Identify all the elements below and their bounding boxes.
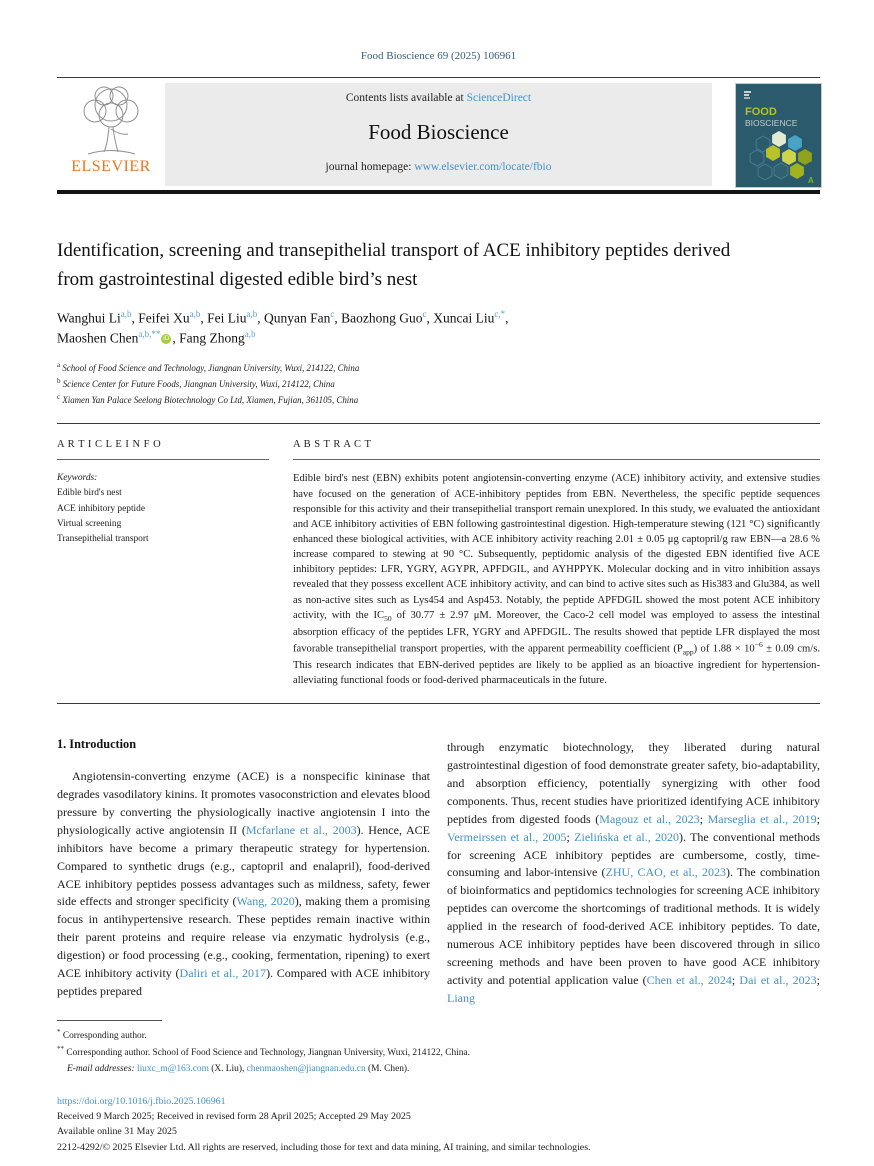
affiliation-text: Science Center for Future Foods, Jiangnan University, Wuxi, 214122, China: [60, 378, 335, 389]
author-separator: ,: [334, 310, 342, 326]
email-addresses-line: [67, 1062, 820, 1077]
citation-link[interactable]: Vermeirssen et al., 2005: [447, 829, 567, 844]
section-heading-introduction: 1. Introduction: [57, 737, 137, 752]
author-separator: ,: [172, 330, 180, 346]
affiliation-text: Xiamen Yan Palace Seelong Biotechnology Co Ltd, Xiamen, Fujian, 361105, China: [60, 394, 359, 405]
affiliation-c: [57, 392, 820, 408]
author-separator: ,: [426, 310, 434, 326]
abstract-subscript: app: [682, 647, 694, 657]
cover-title-food: FOOD: [745, 106, 777, 118]
citation-link[interactable]: Chen et al., 2024: [646, 972, 732, 987]
footnote-marker: *: [57, 1028, 61, 1037]
article-meta-block: [57, 1094, 820, 1155]
abstract-bottom-divider: [57, 703, 820, 704]
citation-link[interactable]: ZHU, CAO, et al., 2023: [605, 865, 726, 880]
article-info-heading: A R T I C L E I N F O: [57, 439, 162, 451]
affiliation-list: [57, 360, 820, 407]
author-affil-sup: a,b: [189, 309, 201, 319]
elsevier-wordmark: ELSEVIER: [71, 158, 151, 175]
author-name: Fei Liu: [207, 310, 247, 326]
author-name: Fang Zhong: [179, 330, 245, 346]
affiliation-a: [57, 360, 820, 376]
citation-link[interactable]: Mcfarlane et al., 2003: [245, 822, 357, 837]
citation-link[interactable]: Marseglia et al., 2019: [707, 811, 817, 826]
affiliation-sup: a: [57, 361, 61, 370]
abstract-segment: ) of 1.88 × 10: [693, 643, 755, 655]
journal-cover-thumbnail[interactable]: [735, 83, 820, 186]
text-segment: ). Hence, ACE inhibitors have become a primary therapeutic strategy for hypertension. Compared to synthetic drugs (e.g., captopril and enalapril), food-derived ACE inhibitory peptides possess advantages such as mildness, safety, fewer side effects and stronger specificity (: [57, 822, 431, 909]
text-segment: ). The conventional methods for screening ACE inhibitory peptides are cumbersome, costly, time-consuming and labor-intensive (: [447, 829, 820, 880]
doi-link[interactable]: https://doi.org/10.1016/j.fbio.2025.106961: [57, 1095, 226, 1107]
citation-link[interactable]: Wang, 2020: [236, 894, 295, 909]
author-affil-sup: c: [330, 309, 335, 319]
journal-banner: [57, 83, 820, 186]
text-segment: ;: [731, 972, 740, 987]
citation-link[interactable]: Magouz et al., 2023: [599, 811, 700, 826]
author-separator: ,: [131, 310, 139, 326]
keywords-label: Keywords:: [57, 473, 98, 484]
author-affil-sup: a,b: [244, 329, 256, 340]
footnote-corresponding-2: [57, 1044, 820, 1061]
author-affil-sup: c: [422, 309, 427, 319]
journal-header-box: [165, 83, 712, 186]
author-name: Feifei Xu: [138, 310, 190, 326]
email-link-liu[interactable]: liuxc_m@163.com: [136, 1063, 209, 1074]
keyword-item: Edible bird's nest: [57, 488, 122, 499]
author-name: Wanghui Li: [57, 310, 121, 326]
intro-paragraph-left: [57, 768, 430, 1000]
elsevier-tree-icon: [71, 83, 151, 157]
keyword-item: Virtual screening: [57, 518, 122, 529]
author-list: [57, 308, 820, 348]
author-name: Maoshen Chen: [57, 330, 139, 346]
abstract-segment: Edible bird's nest (EBN) exhibits potent angiotensin-converting enzyme (ACE) inhibitory activity, and extensive studies have focused on the generation of ACE-inhibitory peptides from EBN. Nevertheless, the specific peptide sequences responsible for this activity and their transepithelial transport remain unexplored. In this study, we evaluated the antioxidant and ACE inhibitory activities of EBN following gastrointestinal digestion. High-temperature stewing (121 °C) significantly enhanced these biological activities, with ACE inhibitory activity reaching 2.01 ± 0.05 μg captopril/g raw EBN—a 28.6 % increase compared to stewing at 90 °C. Subsequently, peptidomic analysis of the digested EBN identified five ACE inhibitory peptides: LFR, YGRY, AGYPR, APFDGIL, and AYHPPYK. Molecular docking and in vitro inhibition assays revealed that they possess excellent ACE inhibitory activity, and can bind to active sites such as His383 and Glu384, as well as non-active sites such as Lys454 and Asp453. Notably, the peptide APFDGIL showed the most potent ACE inhibitory activity, with the IC: [293, 473, 820, 621]
email-suffix: (X. Liu),: [208, 1063, 247, 1074]
email-suffix: (M. Chen).: [365, 1063, 410, 1074]
text-segment: ), making them a promising focus in antihypertensive research. These peptides remain inactive within their parent proteins and require release via enzymatic hydrolysis (e.g., digestion) or food processing (e.g., cooking, fermentation, ripening) to exert ACE inhibitory activity (: [57, 894, 430, 980]
author-affil-sup: a,b: [246, 309, 258, 319]
journal-citation-header: Food Bioscience 69 (2025) 106961: [360, 50, 517, 62]
text-segment: ). Compared with ACE inhibitory peptides prepared: [57, 965, 430, 998]
citation-link[interactable]: Zielińska et al., 2020: [574, 829, 680, 844]
text-segment: ;: [816, 811, 820, 826]
abstract-heading: A B S T R A C T: [293, 439, 372, 451]
footnote-text: Corresponding author. School of Food Science and Technology, Jiangnan University, Wuxi, 214122, China.: [64, 1048, 470, 1059]
sciencedirect-link[interactable]: ScienceDirect: [466, 92, 532, 104]
abstract-superscript: −6: [754, 639, 763, 649]
citation-link[interactable]: Dai et al., 2023: [739, 972, 817, 987]
text-segment: ;: [699, 811, 708, 826]
footnote-corresponding-1: [57, 1027, 820, 1044]
paper-title: Identification, screening and transepithelial transport of ACE inhibitory peptides derived from gastrointestinal digested edible bird’s nest: [57, 240, 731, 290]
top-divider: [57, 77, 820, 78]
affiliation-b: [57, 376, 820, 392]
body-column-left: [57, 737, 430, 1007]
author-line-2: [57, 328, 820, 348]
author-affil-sup: a,b: [120, 309, 132, 319]
keyword-item: Transepithelial transport: [57, 534, 149, 545]
author-separator: ,: [505, 310, 509, 326]
affiliation-sup: b: [57, 376, 61, 385]
body-column-right: [447, 737, 820, 1007]
contents-line: [165, 92, 712, 104]
author-name: Xuncai Liu: [433, 310, 495, 326]
text-segment: ). The combination of bioinformatics and peptidomics technologies for screening ACE inhibitory peptides can overcome the shortcomings of traditional methods. It is widely applied in the research of food-derived ACE inhibitory peptides. To date, numerous ACE inhibitory peptides have been discovered through in silico screening methods and have been proven to have good ACE inhibitory activity and potential application value (: [447, 865, 820, 987]
intro-paragraph-right: [447, 739, 820, 1007]
abstract-paragraph: [293, 471, 820, 688]
orcid-icon[interactable]: iD: [163, 334, 170, 342]
abstract-segment: ± 0.09 cm/s. This research indicates that EBN-derived peptides are likely to be applied as an bioactive ingredient for hypertension-alleviating functional foods or food-derived pharmaceuticals in the future.: [293, 643, 820, 687]
text-segment: through enzymatic biotechnology, they liberated during natural gastrointestinal digestion of food demonstrate greater safety, bio-adaptability, and absorption efficiency, potentially synergizing with other food components. Thus, recent studies have prioritized identifying ACE inhibitory peptides from digested foods (: [447, 740, 820, 826]
homepage-line: [165, 161, 712, 173]
author-separator: ,: [257, 310, 265, 326]
author-name: Baozhong Guo: [341, 310, 423, 326]
footnotes: [57, 1027, 820, 1076]
received-dates: Received 9 March 2025; Received in revised form 28 April 2025; Accepted 29 May 2025: [57, 1110, 411, 1122]
available-online: Available online 31 May 2025: [57, 1126, 177, 1138]
affiliation-sup: c: [57, 392, 61, 401]
copyright-line: 2212-4292/© 2025 Elsevier Ltd. All rights are reserved, including those for text and data mining, AI training, and similar technologies.: [57, 1141, 591, 1153]
journal-title: Food Bioscience: [368, 120, 509, 144]
citation-link[interactable]: Daliri et al., 2017: [179, 965, 267, 980]
author-affil-sup: c,*: [494, 309, 506, 319]
contents-prefix: Contents lists available at: [345, 92, 467, 104]
info-abstract-top-divider: [57, 423, 820, 424]
affiliation-text: School of Food Science and Technology, Jiangnan University, Wuxi, 214122, China: [60, 363, 360, 374]
journal-homepage-link[interactable]: www.elsevier.com/locate/fbio: [414, 161, 552, 173]
article-info-column: [57, 439, 269, 688]
text-segment: Angiotensin-converting enzyme (ACE) is a nonspecific kininase that degrades vasodilatory kinins. It promotes vasoconstriction and elevates blood pressure by converting the physiologically inactive angiotensin I into the physiologically active angiotensin II (: [57, 769, 430, 837]
abstract-column: [293, 439, 820, 688]
author-line-1: [57, 308, 820, 328]
author-affil-sup: a,b,**: [138, 329, 161, 340]
text-segment: ;: [816, 972, 820, 987]
keyword-item: ACE inhibitory peptide: [57, 503, 146, 514]
cover-corner-mark: A: [808, 176, 814, 185]
header-black-bar: [57, 190, 820, 194]
author-name: Qunyan Fan: [264, 310, 331, 326]
abstract-subscript: 50: [384, 613, 392, 623]
abstract-rule: [293, 459, 820, 460]
elsevier-logo[interactable]: [57, 83, 165, 186]
cover-title-bioscience: BIOSCIENCE: [745, 118, 798, 128]
email-label: E-mail addresses:: [67, 1063, 137, 1074]
email-link-chen[interactable]: chenmaoshen@jiangnan.edu.cn: [246, 1063, 366, 1074]
author-separator: ,: [200, 310, 208, 326]
homepage-prefix: journal homepage:: [325, 161, 415, 173]
text-segment: ;: [566, 829, 575, 844]
footnote-text: Corresponding author.: [60, 1031, 147, 1042]
article-info-rule: [57, 459, 269, 460]
footnote-marker: **: [57, 1045, 64, 1054]
citation-link[interactable]: Liang: [447, 990, 475, 1005]
footnote-divider: [57, 1020, 162, 1021]
abstract-segment: of 30.77 ± 2.97 μM. Moreover, the Caco-2 cell model was employed to assess the intestinal absorption efficacy of the peptides LFR, YGRY and APFDGIL. The results showed that peptide LFR displayed the most favorable transepithelial transport properties, with the apparent permeability coefficient (P: [293, 609, 821, 655]
